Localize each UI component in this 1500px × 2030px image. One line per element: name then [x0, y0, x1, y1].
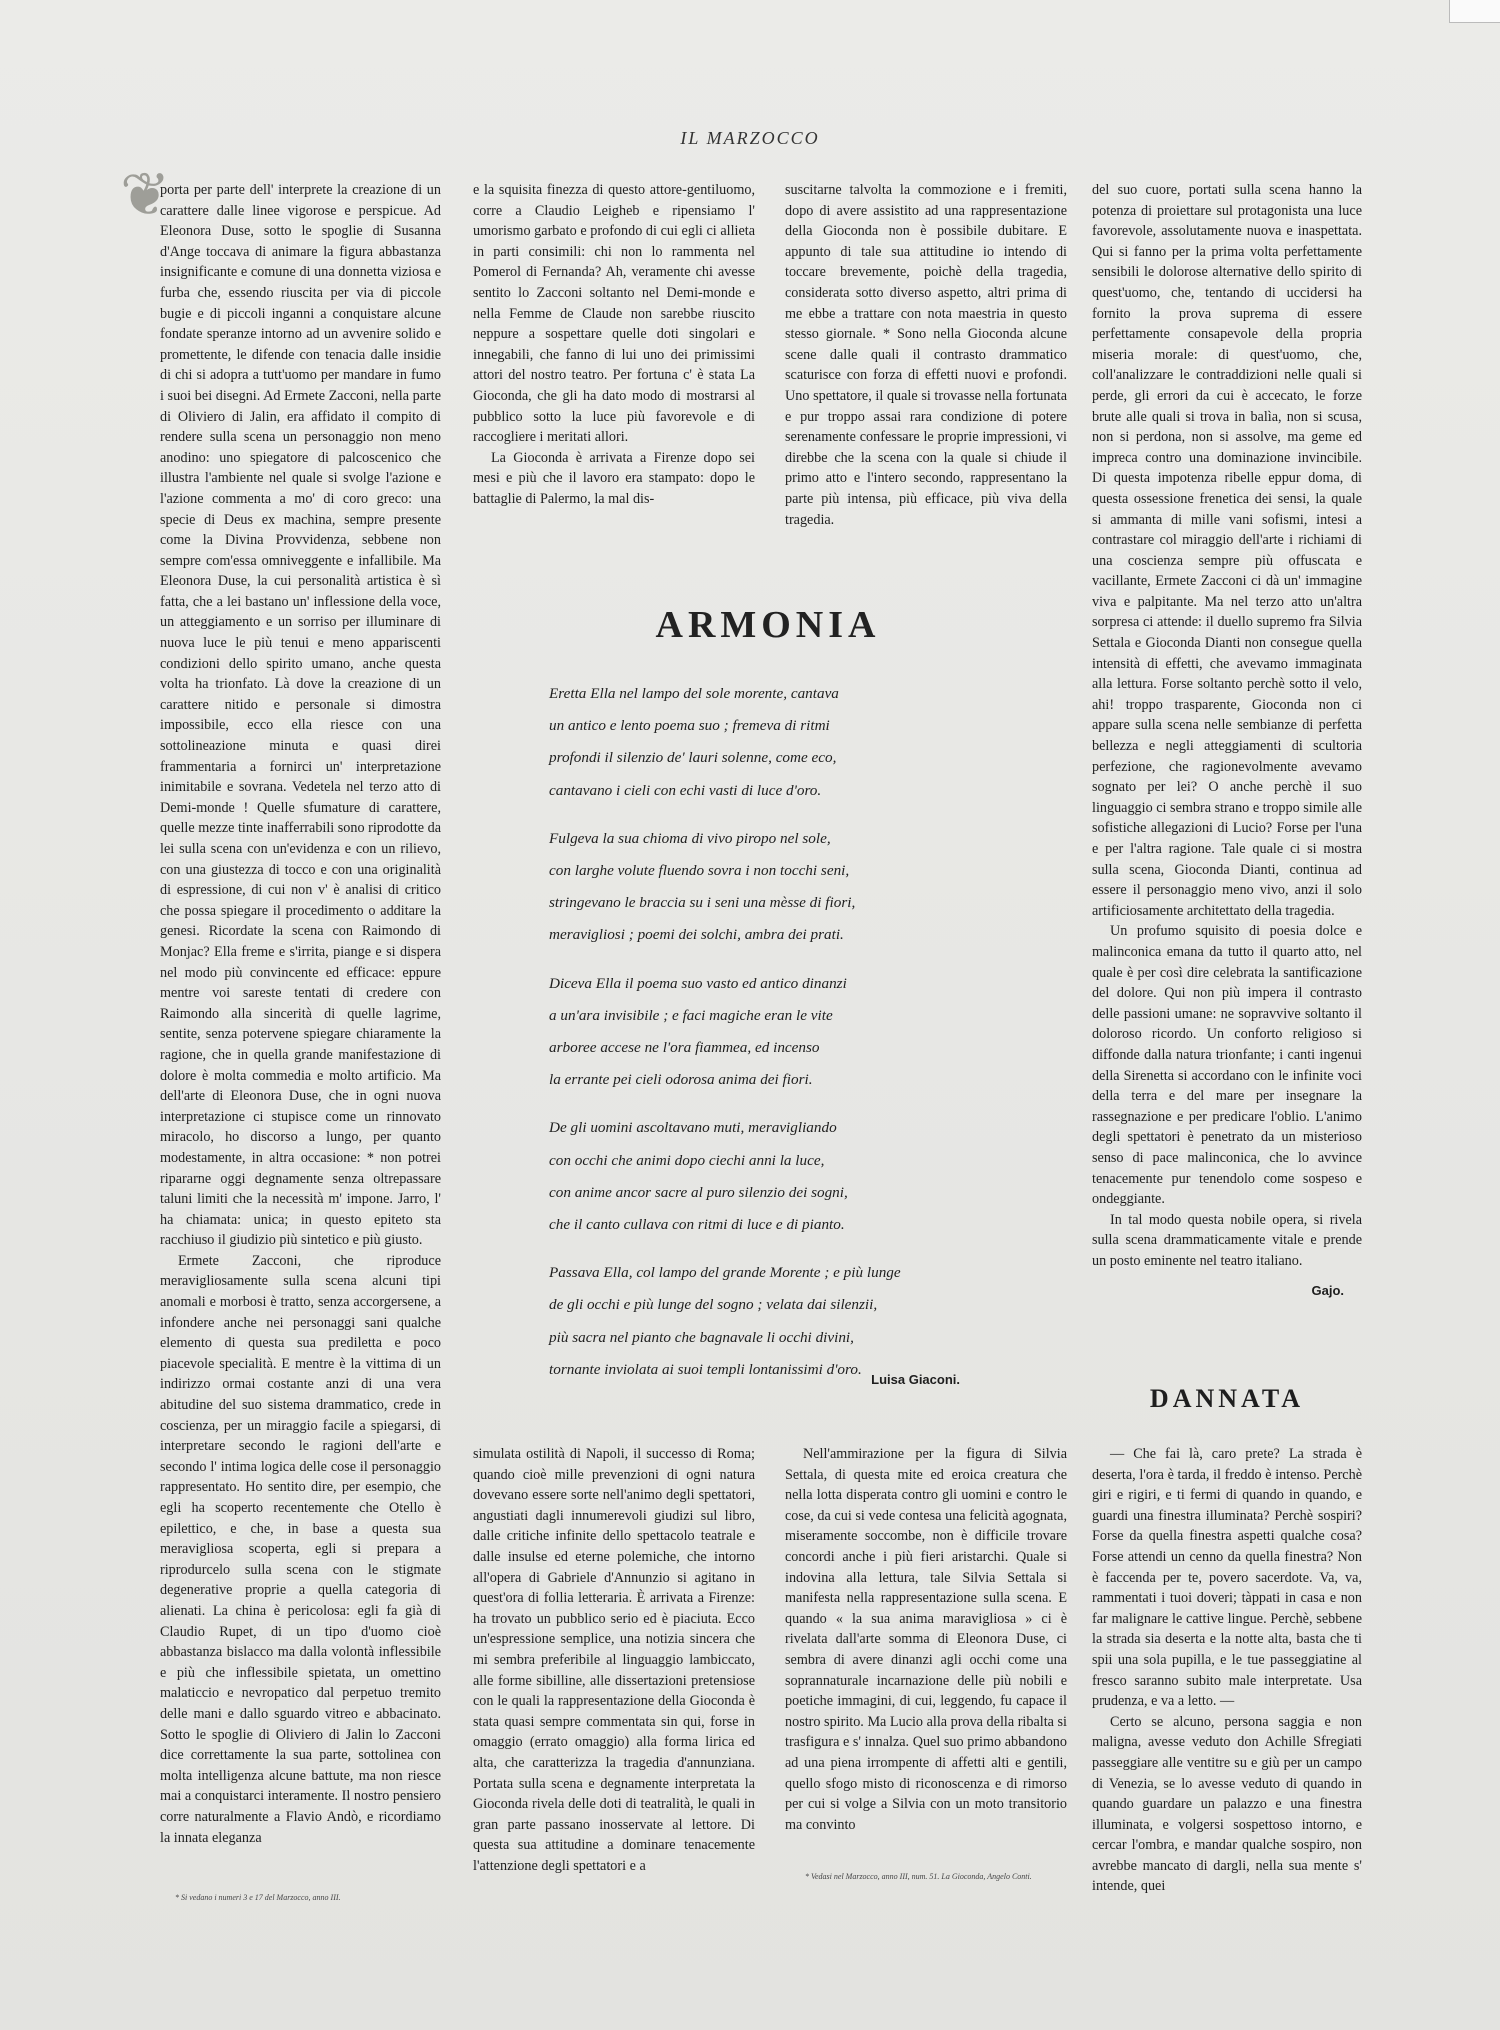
poem-stanza [549, 823, 1019, 952]
poem-stanza [549, 1112, 1019, 1241]
column-2-lower [473, 1444, 755, 1876]
poem-line: la errante pei cieli odorosa anima dei fiori. [549, 1071, 813, 1089]
paragraph: suscitarne talvolta la commozione e i fremiti, dopo di avere assistito ad una rappresentazione della Gioconda non è possibile dubitare. E appunto di tale sua attitudine io intendo di toccare brevemente, poichè della tragedia, considerata sotto diverso aspetto, altri prima di me ebbe a trattare con nota maestria in questo stesso giornale. * Sono nella Gioconda alcune scene dalle quali il contrasto drammatico scaturisce con forza di effetti nuovi e profondi. Uno spettatore, il quale si trovasse nella fortunata e pur troppo assai rara condizione di potere serenamente confessare le proprie impressioni, vi direbbe che la scena con la quale si chiude il primo atto e l'intero secondo, rappresentano la parte più intensa, più efficace, più viva della tragedia. [785, 182, 1067, 528]
faded-ornament: ❦ [120, 162, 171, 228]
paragraph: del suo cuore, portati sulla scena hanno la potenza di proiettare sul protagonista una luce favorevole, assolutamente nuova e inaspettata. Qui si fanno per la prima volta perfettamente sensibili le dolorose alternative dello spirito di quest'uomo, che, tentando di uccidersi ha fornito la prova suprema di essere perfettamente consapevole della propria miseria morale: di quest'uomo, che, coll'analizzare le contraddizioni nelle quali si perde, gli errori da cui è accecato, le forze brute alle quali si trova in balìa, non si scusa, non si perdona, non si assolve, ma geme ed impreca contro una dominazione invincibile. Di questa impotenza ribelle eppur doma, di questa ossessione frenetica dei sensi, la quale si ammanta di mille vani sofismi, intesi a contrastare col miraggio dell'arte i richiami di una coscienza sempre più offuscata e vacillante, Ermete Zacconi ci dà un' immagine viva e palpitante. Ma nel terzo atto un'altra sorpresa ci attende: il duello supremo fra Silvia Settala e Gioconda Dianti non consegue quella intensità di effetti, che avevamo immaginata alla lettura. Forse soltanto perchè sotto il velo, ahi! troppo trasparente, Gioconda non ci appare sulla scena nelle sembianze di perfetta bellezza e negli atteggiamenti di scultoria perfezione, che ragionevolmente avevamo sognato per lei? O anche perchè il suo linguaggio ci sembra strano e troppo simile alle sofistiche allegazioni di Lucio? Forse per l'una e per l'altra ragione. Tale quale ci si mostra sulla scena, Gioconda Dianti, continua ad essere il personaggio meno vivo, anzi il solo artificiosamente architettato della tragedia. [1092, 182, 1362, 919]
poem-line: più sacra nel pianto che bagnavale li occhi divini, [549, 1328, 854, 1346]
footnote: * Si vedano i numeri 3 e 17 del Marzocco, anno III. [175, 1893, 341, 1902]
poem-line: Diceva Ella il poema suo vasto ed antico dinanzi [549, 974, 847, 992]
paragraph: Nell'ammirazione per la figura di Silvia Settala, di questa mite ed eroica creatura che nella lotta disperata contro gli uomini e contro le cose, da cui si vede contesa una felicità agognata, miseramente soccombe, non è difficile trovare concordi anche i più fieri aristarchi. Quale si indovina alla lettura, tale Silvia Settala si manifesta nella rappresentazione sulla scena. E quando « la sua anima maravigliosa » ci è rivelata dall'arte somma di Eleonora Duse, ci sembra di avere dinanzi agli occhi come una soprannaturale incarnazione delle più nobili e poetiche immagini, di cui, leggendo, fu capace il nostro spirito. Ma Lucio alla prova della ribalta si trasfigura e s' innalza. Quel suo primo abbandono ad una piena irrompente di affetti alti e gentili, quello sfogo misto di riconoscenza e di rimorso per cui si volge a Silvia con un moto transitorio ma convinto [785, 1446, 1067, 1833]
poem-line: con larghe volute fluendo sovra i non tocchi seni, [549, 862, 850, 880]
poem-line: profondi il silenzio de' lauri solenne, come eco, [549, 749, 837, 767]
poem-armonia [549, 678, 1019, 1402]
footnote: * Vedasi nel Marzocco, anno III, num. 51. La Gioconda, Angelo Conti. [805, 1872, 1032, 1881]
poem-line: che il canto cullava con ritmi di luce e di pianto. [549, 1216, 845, 1234]
poem-line: con anime ancor sacre al puro silenzio dei sogni, [549, 1183, 848, 1201]
poem-stanza [549, 678, 1019, 807]
poem-line: stringevano le braccia su i seni una mèsse di fiori, [549, 894, 856, 912]
paragraph: simulata ostilità di Napoli, il successo di Roma; quando cioè mille prevenzioni di ogni natura dovevano essere sorte nell'animo degli spettatori, angustiati dagli innumerevoli giudizi sul libro, dalle critiche infinite dello spettacolo teatrale e dalle insulse ed eterne polemiche, che intorno all'opera di Gabriele d'Annunzio si agitano in quest'ora di follia letteraria. È arrivata a Firenze: ha trovato un pubblico serio ed è piaciuta. Ecco un'espressione semplice, una notizia sincera che mi sembra preferibile al linguaggio lambiccato, alle forme sibilline, alle dissertazioni pretensiose con le quali la rappresentazione della Gioconda è stata quasi sempre commentata sin qui, forse in omaggio (errato omaggio) alla forma lirica ed alta, che caratterizza la tragedia d'annunziana. Portata sulla scena e degnamente interpretata la Gioconda rivela delle doti di teatralità, le quali in gran parte passano inosservate al lettore. Di questa sua attitudine a dominare tenacemente l'attenzione degli spettatori e a [473, 1446, 755, 1874]
paragraph: Un profumo squisito di poesia dolce e malinconica emana da tutto il quarto atto, nel quale è per così dire celebrata la santificazione del dolore. Qui non più impera il contrasto delle passioni umane: ne sopravvive soltanto il doloroso ricordo. Un conforto religioso si diffonde dalla natura trionfante; i canti ingenui della Sirenetta si accordano con le infinite voci della terra e del mare per insegnare la rassegnazione e per predicare l'oblio. L'animo degli spettatori è penetrato da un misterioso senso di pace malinconica, che lo avvince tenacemente pur tenendolo come sospeso e ondeggiante. [1092, 923, 1362, 1208]
poem-line: un antico e lento poema suo ; fremeva di ritmi [549, 717, 830, 735]
poem-line: Passava Ella, col lampo del grande Morente ; e più lunge [549, 1264, 901, 1282]
poem-line: a un'ara invisibile ; e faci magiche eran le vite [549, 1006, 833, 1024]
paragraph: e la squisita finezza di questo attore-gentiluomo, corre a Claudio Leigheb e ripensiamo l' umorismo garbato e profondo di cui egli ci allieta in parti consimili: chi non lo rammenta nel Pomerol di Fernanda? Ah, veramente chi avesse sentito lo Zacconi soltanto nel Demi-monde e nella Femme de Claude non sarebbe riuscito neppure a sospettare quelle doti singolari e innegabili, che fanno di lui uno dei primissimi attori del nostro teatro. Per fortuna c' è stata La Gioconda, che gli ha dato modo di mostrarsi al pubblico sotto la luce più favorevole e di raccogliere i meritati allori. [473, 182, 755, 446]
paragraph: In tal modo questa nobile opera, si rivela sulla scena drammaticamente vitale e prende un posto eminente nel teatro italiano. [1092, 1211, 1362, 1269]
column-3-lower [785, 1444, 1067, 1835]
poem-line: arboree accese ne l'ora fiammea, ed incenso [549, 1039, 820, 1057]
poem-line: Eretta Ella nel lampo del sole morente, cantava [549, 685, 839, 702]
story-title: DANNATA [1149, 1384, 1305, 1413]
poem-line: tornante inviolata ai suoi templi lontanissimi d'oro. [549, 1360, 862, 1378]
poem-stanza [549, 1257, 1019, 1386]
paragraph: La Gioconda è arrivata a Firenze dopo sei mesi e più che il lavoro era stampato: dopo le battaglie di Palermo, la mal dis- [473, 449, 755, 507]
poem-signature: Luisa Giaconi. [871, 1372, 960, 1387]
masthead: IL MARZOCCO [680, 128, 820, 148]
poem-line: cantavano i cieli con echi vasti di luce d'oro. [549, 781, 822, 799]
paragraph: — Che fai là, caro prete? La strada è deserta, l'ora è tarda, il freddo è intenso. Perchè giri e rigiri, e ti fermi di quando in quando, e guardi una finestra illuminata? Perchè sospiri? Forse da quella finestra aspetti qualche cosa? Forse attendi un cenno da quella finestra? Non è faccenda per te, povero sacerdote. Va, va, rammentati i tuoi doveri; tàppati in casa e non far malignare le cattive lingue. Perchè, sebbene la strada sia deserta e la notte alta, basta che ti spii una sola pupilla, e le tue passeggiatine al fresco saranno subito male interpretate. Usa prudenza, e va a letto. — [1092, 1446, 1362, 1710]
poem-line: con occhi che animi dopo ciechi anni la luce, [549, 1151, 825, 1169]
paragraph: Ermete Zacconi, che riproduce meravigliosamente sulla scena alcuni tipi anomali e morbosi è tratto, senza accorgersene, a infondere anche nei personaggi sani qualche elemento di questa sua prediletta e poco piacevole specialità. E mentre è la vittima di un indirizzo ormai costante anzi di una vera abitudine del suo sistema drammatico, crede in coscienza, per un miraggio facile a spiegarsi, di interpretare secondo le ragioni dell'arte e secondo l' intima logica delle cose il personaggio rappresentato. Ho sentito dire, per esempio, che egli ha scoperto recentemente che Otello è epilettico, e che, in base a questa sua meravigliosa scoperta, egli si prepara a riprodurcelo sulla scena con le stigmate degenerative proprie a quella categoria di alienati. La china è pericolosa: egli fa già di Claudio Rupet, di un tipo d'uomo cioè abbastanza bislacco ma dalla volontà inflessibile e più che inflessibile spietata, un omettino malaticcio e nevropatico dal perpetuo tremito delle mani e dallo sguardo vitreo e abbacinato. Sotto le spoglie di Oliviero di Jalin lo Zacconi dice correttamente la sua parte, sottolinea con molta intelligenza alcune battute, ma non riesce mai a conquistarci interamente. Il nostro pensiero corre naturalmente a Flavio Andò, e ricordiamo la innata eleganza [160, 1252, 441, 1846]
column-2 [473, 180, 755, 510]
poem-line: de gli occhi e più lunge del sogno ; velata dai silenzii, [549, 1296, 878, 1314]
poem-line: Fulgeva la sua chioma di vivo piropo nel sole, [549, 829, 831, 847]
column-3 [785, 180, 1067, 530]
poem-line: De gli uomini ascoltavano muti, meravigliando [549, 1119, 837, 1137]
column-4 [1092, 180, 1362, 1302]
article-signature: Gajo. [1311, 1283, 1344, 1299]
poem-line: meravigliosi ; poemi dei solchi, ambra dei prati. [549, 926, 844, 944]
poem-title: ARMONIA [655, 604, 881, 646]
paragraph: Certo se alcuno, persona saggia e non maligna, avesse veduto don Achille Sfregiati passeggiare alle ventitre su e giù per un campo di Venezia, se lo avesse veduto di quando in quando guardare un palazzo e una finestra illuminata, e volgersi sospettoso intorno, e cercar l'ombra, e mandar qualche sospiro, non avrebbe mancato di dargli, nella sua mente s' intende, quei [1092, 1713, 1362, 1895]
column-4-lower [1092, 1444, 1362, 1897]
poem-stanza [549, 968, 1019, 1097]
scan-tab-mark [1449, 0, 1500, 23]
paragraph: porta per parte dell' interprete la creazione di un carattere dalle linee vigorose e perspicue. Ad Eleonora Duse, sotto le spoglie di Susanna d'Ange toccava di animare la figura abbastanza insignificante e comune di una donnetta viziosa e furba che, essendo riuscita per via di piccole bugie e di piccoli inganni a conquistare alcune fondate speranze intorno ad un avvenire solido e promettente, le difende con tenacia dalle insidie di chi si adopra a tutt'uomo per mandare in fumo i suoi bei disegni. Ad Ermete Zacconi, nella parte di Oliviero di Jalin, era affidato il compito di rendere sulla scena un personaggio non meno anodino: uno spiegatore di palcoscenico che illustra l'ambiente nel quale si svolge l'azione e l'azione commenta a mo' di coro greco: una specie di Deus ex machina, sempre presente come la Divina Provvidenza, sebbene non sempre com'essa omniveggente e infallibile. Ma Eleonora Duse, la cui personalità artistica è sì fatta, che a lei bastano un' inflessione della voce, un atteggiamento e un sorriso per illuminare di nuova luce le più tenui e meno appariscenti condizioni dello spirito umano, anche questa volta ha trionfato. Là dove la creazione di un carattere nitido e personale si dimostra impossibile, ecco ella riesce con una sottolineazione minuta e quasi direi frammentaria a fornirci un' interpretazione inimitabile e sovrana. Vedetela nel terzo atto di Demi-monde ! Quelle sfumature di carattere, quelle mezze tinte inafferrabili sono riprodotte da lei sulla scena con un'evidenza e con un rilievo, con una giustezza di tocco e con una originalità di espressione, di cui non v' è analisi di critico che possa spiegare il procedimento o additare la genesi. Ricordate la scena con Raimondo di Monjac? Ella freme e s'irrita, piange e si dispera nel modo più convincente ed efficace: eppure mentre voi sareste tentati di credere con Raimondo alla sincerità di quelle lagrime, sentite, senza potervene spiegare chiaramente la ragione, che in quella grande manifestazione di dolore è molta commedia e molto artificio. Ma dell'arte di Eleonora Duse, che in ogni nuova interpretazione ci stupisce come un rinnovato miracolo, ho discorso a lungo, per quanto modestamente, in altra occasione: * non potrei ripararne oggi degnamente senza oltrepassare taluni limiti che la necessità m' impone. Jarro, l' ha chiamata: unica; in questo epiteto sta racchiuso il giudizio più sintetico e più giusto. [160, 182, 442, 1249]
column-1 [160, 180, 441, 1848]
